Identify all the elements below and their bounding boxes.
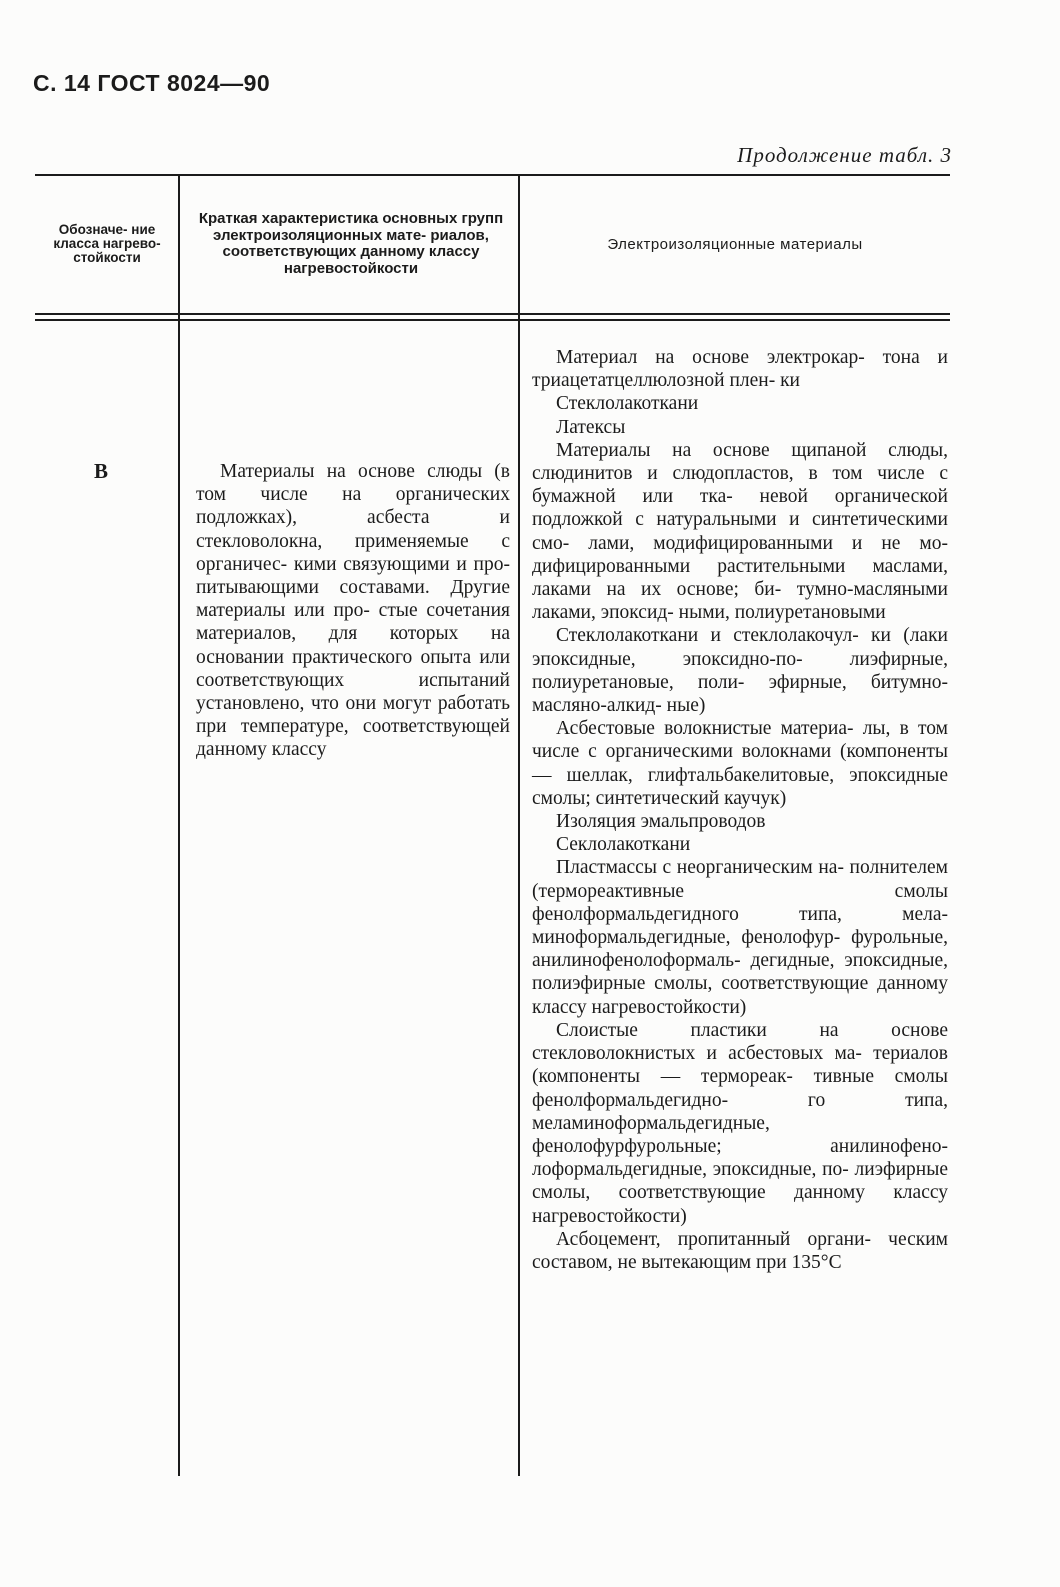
column-header-class: Обозначе- ние класса нагрево- стойкости: [53, 222, 161, 265]
material-item: Асбестовые волокнистые материа- лы, в том числе с органическими волокнами (компоненты — шеллак, глифтальбакелитовые, эпоксидные смолы; синтетический каучук): [532, 718, 948, 809]
material-item: Слоистые пластики на основе стекловолокнистых и асбестовых ма- териалов (компоненты — термореак- тивные смолы фенолформальдегидно- го типа, меламиноформальдегидные, фенолофурфурольные; анилинофено- лоформальдегидные, эпоксидные, по- лиэфирные смолы, соответствующие данному классу нагревостойкости): [532, 1019, 948, 1227]
material-item: Стеклолакоткани и стеклолакочул- ки (лаки эпоксидные, эпоксидно-по- лиэфирные, полиуретановые, поли- эфирные, битумно-масляно-алкид- ные): [532, 625, 948, 717]
table-continuation-label: Продолжение табл. 3: [737, 143, 952, 167]
column-header-characteristic: Краткая характеристика основных групп электроизоляционных мате- риалов, соответствующих данному классу нагревостойкости: [198, 210, 504, 277]
column-divider-2: [518, 176, 520, 1476]
material-item: Латексы: [556, 416, 626, 438]
materials-list: [532, 346, 948, 1274]
page-reference: С. 14 ГОСТ 8024—90: [33, 70, 271, 96]
material-item: Материалы на основе щипаной слюды, слюдинитов и слюдопластов, в том числе с бумажной или тка- невой органической подложкой с натуральными и синтетическими смо- лами, модифицированными и не мо- дифицированными растительными маслами, лаками на их основе; би- тумно-масляными лаками, эпоксид- ными, полиуретановыми: [532, 439, 948, 624]
header-bottom-rule-second: [35, 319, 950, 321]
material-item: Стеклолакоткани: [556, 393, 699, 415]
material-item: Пластмассы с неорганическим на- полнителем (термореактивные смолы фенолформальдегидного типа, мела- миноформальдегидные, фенолофур- фурольные, анилинофенолоформаль- дегидные, эпоксидные, полиэфирные смолы, соответствующие данному классу нагревостойкости): [532, 857, 948, 1018]
column-divider-1: [178, 176, 180, 1476]
material-item: Изоляция эмальпроводов: [556, 811, 766, 833]
heat-class-mark: В: [94, 459, 109, 483]
material-item: Асбоцемент, пропитанный органи- ческим составом, не вытекающим при 135°С: [532, 1228, 948, 1273]
class-characteristic: [196, 460, 510, 762]
column-header-materials: Электроизоляционные материалы: [607, 235, 863, 253]
table-top-rule: [35, 174, 950, 176]
header-bottom-rule: [35, 313, 950, 315]
material-item: Материал на основе электрокар- тона и триацетатцеллюлозной плен- ки: [532, 347, 948, 392]
material-item: Секлолакоткани: [556, 834, 691, 856]
characteristic-text: Материалы на основе слюды (в том числе на органических подложках), асбеста и стекловолокна, применяемые с органичес- кими связующими и про- питывающими составами. Другие материалы или про- стые сочетания материалов, для которых на основании практического опыта или соответствующих испытаний установлено, что они могут работать при температуре, соответствующей данному классу: [196, 461, 510, 761]
